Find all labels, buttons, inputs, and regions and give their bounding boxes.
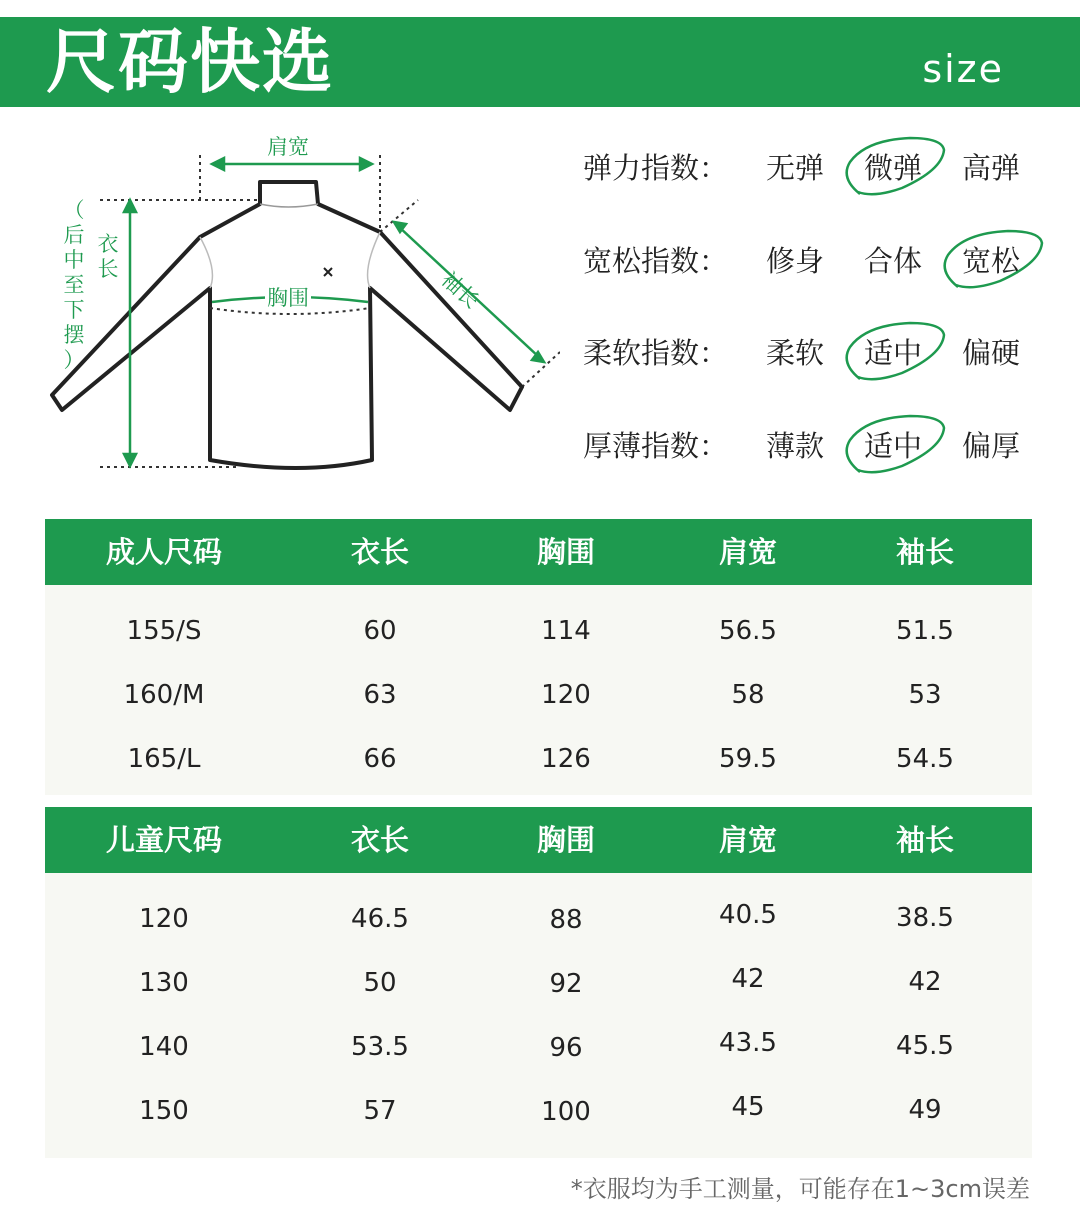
index-option-label: 无弹 [766,151,825,185]
table-cell: 155/S [126,616,202,646]
index-option [864,323,922,383]
table-header-cell: 袖长 [895,823,955,857]
index-row [583,323,1053,383]
index-option-label: 高弹 [962,151,1021,185]
index-option [962,231,1020,291]
garment-diagram [40,120,560,490]
table-cell: 130 [139,968,189,998]
index-option [962,138,1020,198]
index-name: 宽松指数： [583,244,729,278]
index-option-label: 适中 [864,429,923,463]
table-cell: 50 [363,968,397,998]
table-cell: 51.5 [896,616,954,646]
index-option-label: 偏厚 [962,429,1021,463]
length-note-char: 摆 [63,323,85,347]
length-note-char: 下 [63,298,85,322]
index-name: 弹力指数： [583,151,729,185]
table-cell: 54.5 [896,744,954,774]
index-row [583,138,1053,198]
length-note-char: 后 [63,223,85,247]
table-cell: 42 [908,967,942,997]
index-name: 柔软指数： [583,336,729,370]
table-cell: 40.5 [719,900,777,930]
table-header-cell: 胸围 [536,535,596,569]
page-title: 尺码快选 [46,21,334,103]
table-header-cell: 肩宽 [718,535,778,569]
index-option-label: 偏硬 [962,336,1021,370]
header-banner [0,17,1080,107]
length-note-char: （ [63,198,85,222]
sleeve-label: 袖长 [436,267,484,314]
table-cell: 160/M [123,680,205,710]
table-header-cell: 衣长 [350,535,410,569]
table-cell: 92 [549,969,583,999]
table-cell: 38.5 [896,903,954,933]
table-cell: 53.5 [351,1032,409,1062]
index-option [962,416,1020,476]
length-note-char: 中 [63,248,85,272]
table-cell: 57 [363,1096,397,1126]
length-note-char: 至 [63,273,85,297]
table-cell: 49 [908,1095,942,1125]
table-cell: 43.5 [719,1028,777,1058]
table-header-cell: 袖长 [895,535,955,569]
table-cell: 140 [139,1032,189,1062]
length-text: 衣长 [97,232,119,281]
table-cell: 42 [731,964,765,994]
length-note-char: ） [63,348,85,372]
index-option-label: 薄款 [766,429,825,463]
table-cell: 165/L [127,744,201,774]
table-cell: 53 [908,680,942,710]
table-header-cell: 成人尺码 [105,535,223,569]
index-option-label: 柔软 [766,336,825,370]
index-option-label: 微弹 [864,151,923,185]
index-option [766,138,824,198]
table-header-cell: 衣长 [350,823,410,857]
index-row [583,416,1053,476]
index-option [864,416,922,476]
table-header-cell: 儿童尺码 [105,823,223,857]
index-row [583,231,1053,291]
index-option-label: 适中 [864,336,923,370]
adult-table-header [45,519,1032,585]
length-note [62,198,86,373]
index-option [766,323,824,383]
index-option [864,231,922,291]
table-cell: 114 [541,616,591,646]
table-cell: 60 [363,616,397,646]
index-option-label: 合体 [864,244,923,278]
table-cell: 46.5 [351,904,409,934]
table-cell: 45 [731,1092,765,1122]
index-option [864,138,922,198]
index-option [962,323,1020,383]
table-cell: 66 [363,744,397,774]
table-header-cell: 胸围 [536,823,596,857]
kids-size-table [45,807,1032,1158]
table-header-cell: 肩宽 [718,823,778,857]
index-name: 厚薄指数： [583,429,729,463]
table-cell: 56.5 [719,616,777,646]
kids-table-header [45,807,1032,873]
adult-table-body [45,585,1032,795]
index-option-label: 修身 [766,244,825,278]
table-cell: 126 [541,744,591,774]
table-cell: 120 [139,904,189,934]
table-cell: 63 [363,680,397,710]
index-option-label: 宽松 [962,244,1021,278]
chest-label: 胸围 [267,286,309,310]
table-cell: 59.5 [719,744,777,774]
table-cell: 100 [541,1097,591,1127]
size-label: size [922,47,1004,91]
table-cell: 58 [731,680,765,710]
measurement-footnote: *衣服均为手工测量，可能存在1~3cm误差 [570,1175,1030,1203]
table-cell: 120 [541,680,591,710]
index-option [766,416,824,476]
table-cell: 96 [549,1033,583,1063]
table-cell: 150 [139,1096,189,1126]
index-option [766,231,824,291]
table-cell: 88 [549,905,583,935]
table-cell: 45.5 [896,1031,954,1061]
length-label [96,232,120,282]
kids-table-body [45,873,1032,1158]
adult-size-table [45,519,1032,795]
shoulder-label: 肩宽 [267,135,309,159]
